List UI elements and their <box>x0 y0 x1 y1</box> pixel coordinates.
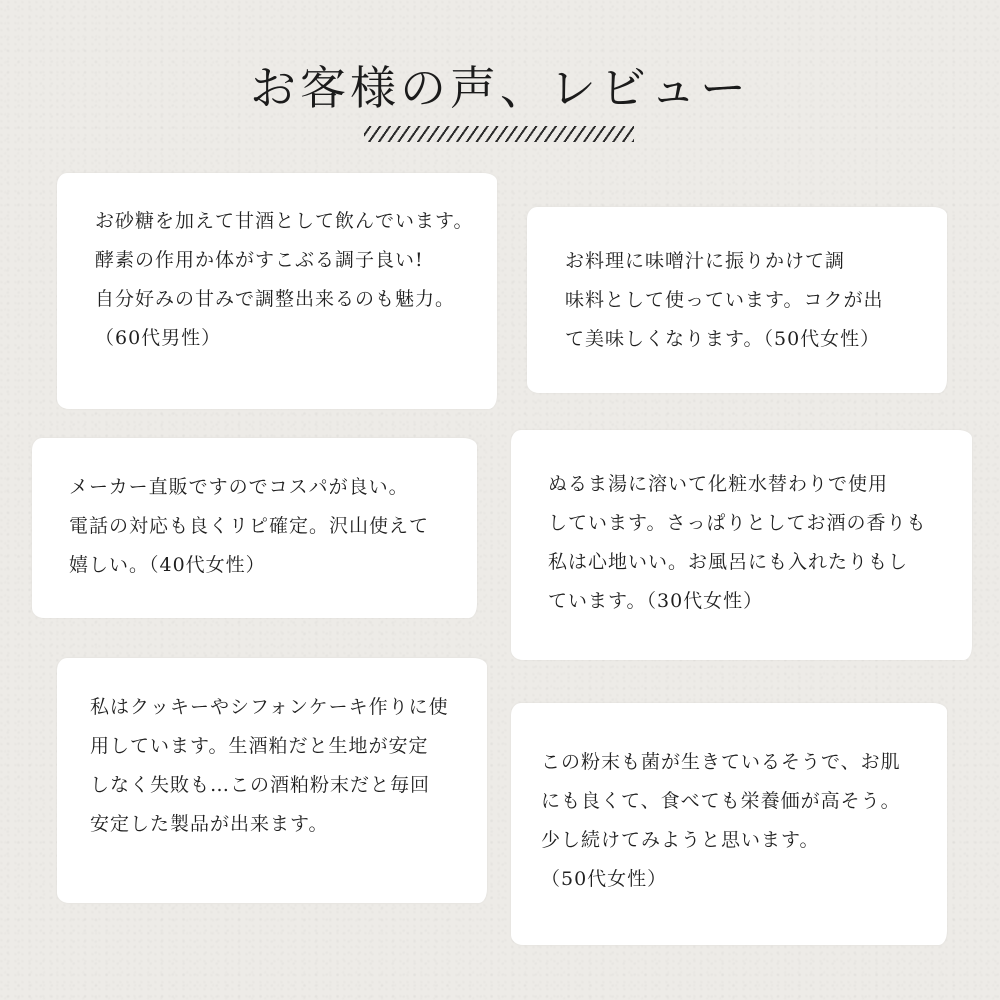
page-title: お客様の声、レビュー <box>250 61 750 115</box>
review-card <box>527 207 947 393</box>
review-card <box>511 703 947 945</box>
review-card <box>511 430 972 660</box>
review-text: お料理に味噌汁に振りかけて調 味料として使っています。コクが出 て美味しくなります。（50代女性） <box>565 250 884 350</box>
review-text: 私はクッキーやシフォンケーキ作りに使 用しています。生酒粕だと生地が安定 しなく失敗も…この酒粕粉末だと毎回 安定した製品が出来ます。 <box>90 696 449 835</box>
review-text: お砂糖を加えて甘酒として飲んでいます。 酵素の作用か体がすこぶる調子良い! 自分好みの甘みで調整出来るのも魅力。 （60代男性） <box>95 210 474 349</box>
review-card <box>57 173 497 409</box>
review-card <box>32 438 477 618</box>
review-text: メーカー直販ですのでコスパが良い。 電話の対応も良くリピ確定。沢山使えて 嬉しい。（40代女性） <box>69 476 430 576</box>
hatch-divider <box>364 126 634 142</box>
review-card <box>57 658 487 903</box>
review-text: この粉末も菌が生きているそうで、お肌 にも良くて、食べても栄養価が高そう。 少し続けてみようと思います。 （50代女性） <box>541 751 901 890</box>
review-text: ぬるま湯に溶いて化粧水替わりで使用 しています。さっぱりとしてお酒の香りも 私は心地いい。お風呂にも入れたりもし ています。（30代女性） <box>548 473 927 612</box>
